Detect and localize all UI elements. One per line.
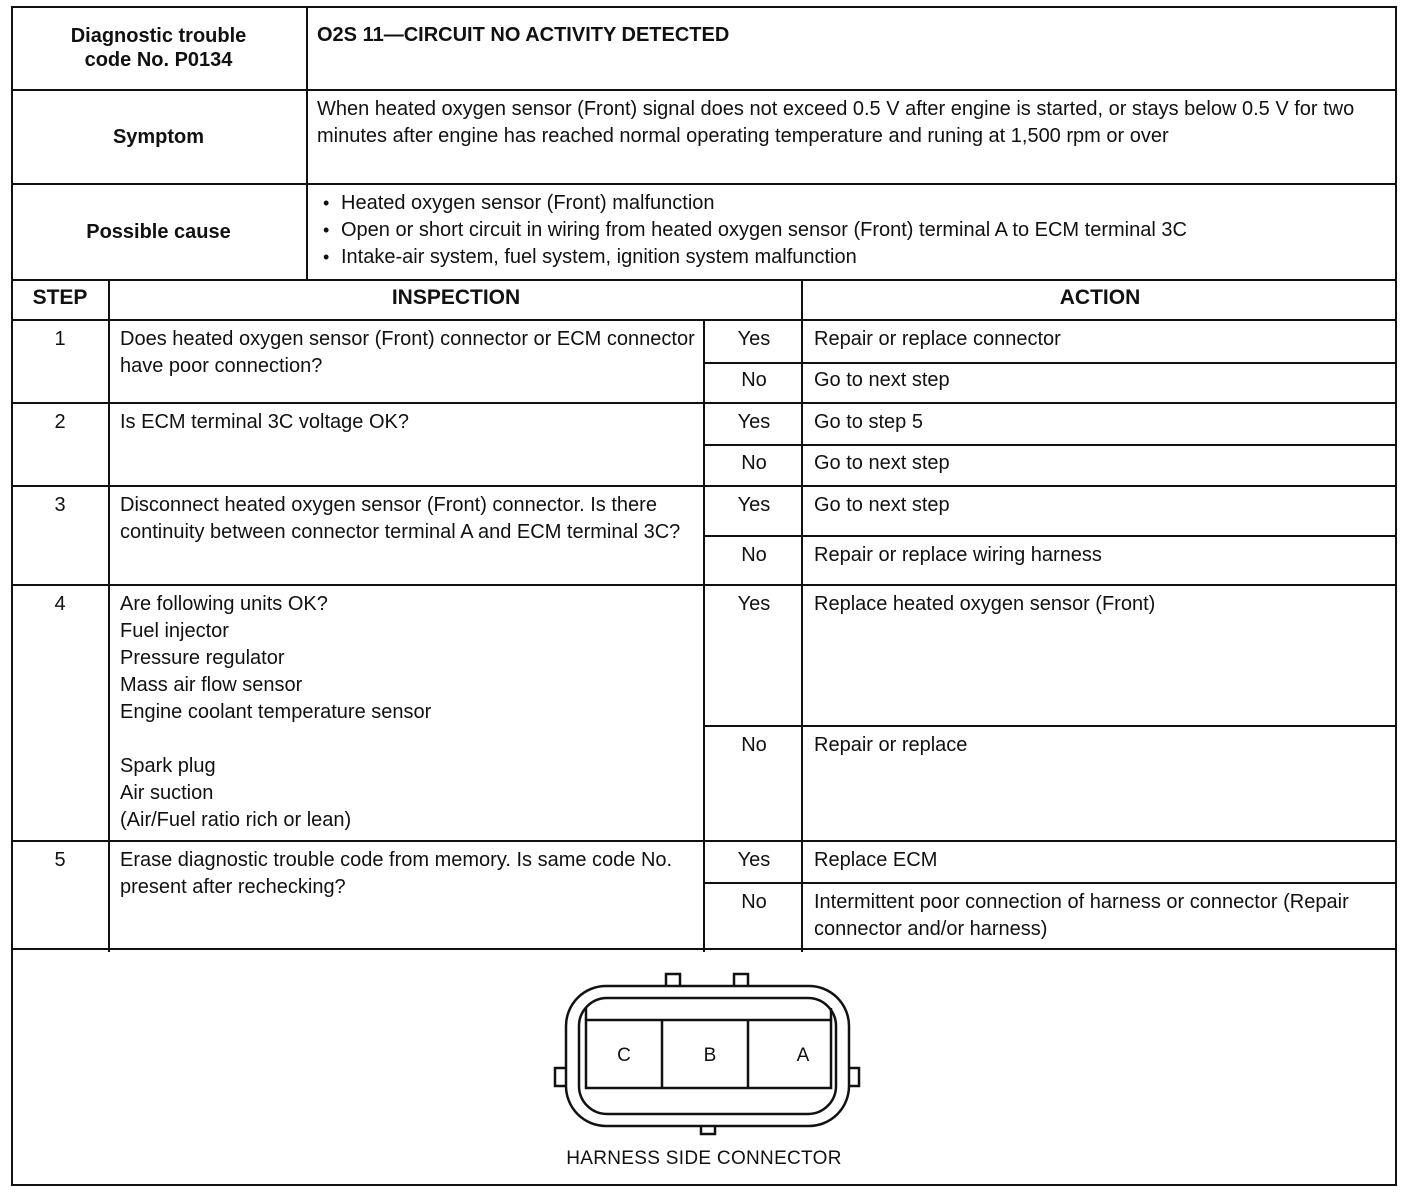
step-number: 1	[54, 328, 66, 350]
inspection-line: Pressure regulator	[120, 647, 285, 669]
dtc-title: O2S 11—CIRCUIT NO ACTIVITY DETECTED	[317, 24, 730, 46]
yes-label: Yes	[737, 849, 771, 871]
yes-action: Repair or replace connector	[814, 328, 1061, 350]
dtc-row	[11, 6, 1397, 91]
terminal-label: B	[703, 1045, 717, 1066]
inspection-line: Mass air flow sensor	[120, 674, 303, 696]
yes-action: Replace ECM	[814, 849, 938, 871]
step-inspection: Does heated oxygen sensor (Front) connector or ECM connector have poor connection?	[120, 328, 695, 377]
no-label: No	[741, 452, 767, 474]
no-action: Repair or replace wiring harness	[814, 544, 1102, 566]
header-action: ACTION	[1059, 286, 1141, 309]
figure-caption: HARNESS SIDE CONNECTOR	[566, 1148, 842, 1169]
step-inspection: Is ECM terminal 3C voltage OK?	[120, 411, 409, 433]
step-number: 3	[54, 494, 66, 516]
inspection-line: Spark plug	[120, 755, 216, 777]
cause-list	[308, 185, 1397, 279]
header-inspection: INSPECTION	[391, 286, 521, 309]
terminal-label: A	[796, 1045, 810, 1066]
dtc-label: Diagnostic trouble code No. P0134	[11, 6, 308, 89]
yes-label: Yes	[737, 328, 771, 350]
step-table	[11, 281, 1397, 952]
inspection-line: (Air/Fuel ratio rich or lean)	[120, 809, 352, 831]
step-inspection: Disconnect heated oxygen sensor (Front) connector. Is there continuity between connector terminal A and ECM terminal 3C?	[120, 494, 681, 543]
yes-label: Yes	[737, 411, 771, 433]
connector-figure	[11, 952, 1397, 1186]
step-number: 2	[54, 411, 66, 433]
no-label: No	[741, 544, 767, 566]
no-action: Intermittent poor connection of harness or connector (Repair connector and/or harness)	[814, 891, 1349, 940]
symptom-label: Symptom	[11, 91, 308, 183]
inspection-line: Engine coolant temperature sensor	[120, 701, 432, 723]
cause-label: Possible cause	[11, 185, 308, 279]
no-action: Go to next step	[814, 452, 950, 474]
no-action: Repair or replace	[814, 734, 968, 756]
yes-action: Go to next step	[814, 494, 950, 516]
yes-label: Yes	[737, 593, 771, 615]
no-label: No	[741, 891, 767, 913]
step-number: 4	[54, 593, 66, 615]
cause-row	[11, 185, 1397, 281]
terminal-label: C	[617, 1045, 631, 1066]
harness-connector-diagram	[11, 952, 1397, 1142]
step-inspection: Erase diagnostic trouble code from memory. Is same code No. present after rechecking?	[120, 849, 673, 898]
step-inspection	[120, 591, 710, 834]
no-label: No	[741, 734, 767, 756]
symptom-row	[11, 91, 1397, 185]
step-number: 5	[54, 849, 66, 871]
yes-action: Go to step 5	[814, 411, 923, 433]
yes-action: Replace heated oxygen sensor (Front)	[814, 593, 1156, 615]
symptom-text: When heated oxygen sensor (Front) signal does not exceed 0.5 V after engine is started, or stays below 0.5 V for two minutes after engine has reached normal operating temperature and runing at 1,500 rpm or over	[317, 98, 1355, 147]
no-action: Go to next step	[814, 369, 950, 391]
inspection-line: Air suction	[120, 782, 214, 804]
cause-item: • Heated oxygen sensor (Front) malfunction	[317, 190, 1389, 217]
header-step: STEP	[32, 286, 88, 309]
no-label: No	[741, 369, 767, 391]
cause-item: • Intake-air system, fuel system, ignition system malfunction	[317, 244, 1389, 271]
inspection-line: Fuel injector	[120, 620, 229, 642]
cause-item: • Open or short circuit in wiring from heated oxygen sensor (Front) terminal A to ECM terminal 3C	[317, 217, 1389, 244]
inspection-line: Are following units OK?	[120, 593, 328, 615]
yes-label: Yes	[737, 494, 771, 516]
